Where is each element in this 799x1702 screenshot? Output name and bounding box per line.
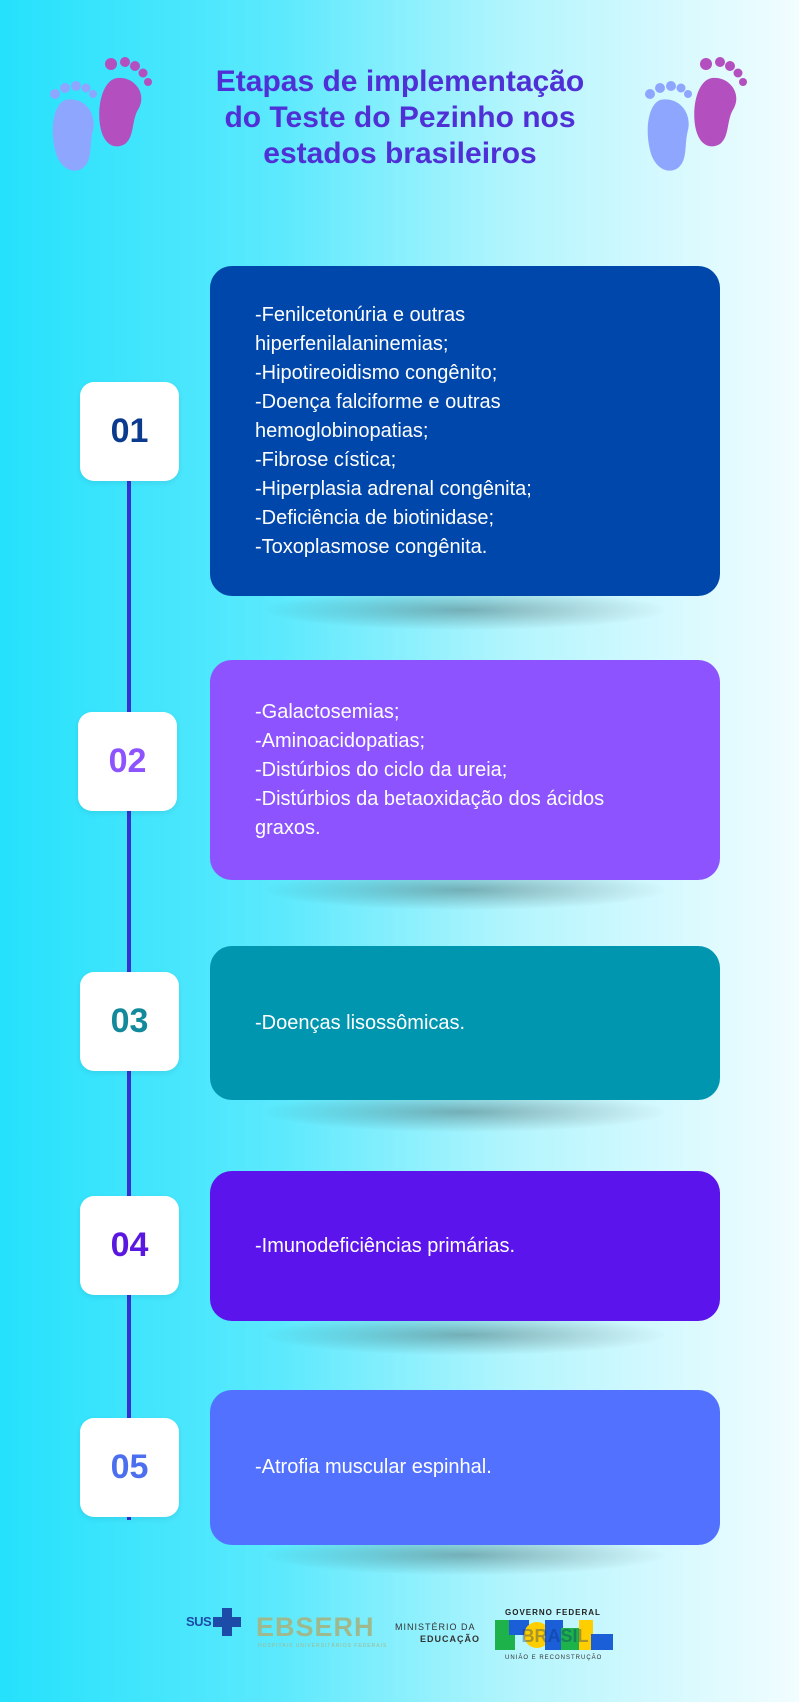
stage-number: 05: [110, 1448, 149, 1486]
stage-card: [210, 1171, 720, 1321]
stage-item: -Fenilcetonúria e outras: [255, 303, 466, 326]
stage-card: [210, 1390, 720, 1545]
card-shadow: [265, 590, 665, 630]
stage-number-box: [80, 1196, 179, 1295]
educacao-label: EDUCAÇÃO: [420, 1634, 481, 1644]
ebserh-subtitle: HOSPITAIS UNIVERSITÁRIOS FEDERAIS: [258, 1643, 388, 1649]
page-title: [180, 64, 620, 172]
uniao-label: UNIÃO E RECONSTRUÇÃO: [505, 1655, 603, 1661]
stage-number: 02: [108, 742, 147, 780]
ministerio-label: MINISTÉRIO DA: [395, 1622, 476, 1632]
stage-item: -Doenças lisossômicas.: [255, 1011, 466, 1034]
stage-item: -Imunodeficiências primárias.: [255, 1234, 516, 1257]
brasil-text: BRASIL: [521, 1626, 589, 1646]
stage-item: -Hipotireoidismo congênito;: [255, 361, 498, 384]
governo-federal-label: GOVERNO FEDERAL: [505, 1608, 601, 1617]
baby-feet-icon: [640, 50, 760, 180]
stage-number: 04: [110, 1226, 149, 1264]
ebserh-logo: EBSERH: [256, 1612, 375, 1642]
stage-card: [210, 946, 720, 1100]
stage-number-box: [80, 382, 179, 481]
stage-number-box: [80, 972, 179, 1071]
stage-number-box: [78, 712, 177, 811]
sus-logo: SUS: [186, 1614, 212, 1629]
stage-item: -Deficiência de biotinidase;: [255, 506, 495, 529]
stage-item: -Fibrose cística;: [255, 448, 397, 471]
stage-item: -Doença falciforme e outras: [255, 390, 501, 413]
brasil-logo: [495, 1618, 615, 1652]
stage-item: hemoglobinopatias;: [255, 419, 429, 442]
title-line: Etapas de implementação: [215, 65, 585, 98]
stage-item: -Atrofia muscular espinhal.: [255, 1456, 492, 1478]
baby-feet-icon: [45, 50, 165, 180]
stage-number: 03: [110, 1002, 149, 1040]
stage-number-box: [80, 1418, 179, 1517]
stage-item: -Toxoplasmose congênita.: [255, 535, 488, 558]
footer-logos: [0, 1600, 799, 1670]
stage-item: -Aminoacidopatias;: [255, 729, 426, 752]
stage-item: -Galactosemias;: [255, 700, 400, 723]
stage-card: [210, 660, 720, 880]
title-line: do Teste do Pezinho nos: [224, 101, 576, 134]
stage-item: -Distúrbios da betaoxidação dos ácidos: [255, 787, 605, 810]
stage-number: 01: [110, 412, 149, 450]
card-shadow: [265, 1315, 665, 1355]
stage-item: graxos.: [255, 816, 321, 839]
stage-card: [210, 266, 720, 596]
stage-item: -Hiperplasia adrenal congênita;: [255, 477, 532, 500]
sus-cross-icon: [213, 1608, 241, 1636]
stage-item: hiperfenilalaninemias;: [255, 332, 449, 355]
title-line: estados brasileiros: [263, 137, 537, 170]
stage-item: -Distúrbios do ciclo da ureia;: [255, 758, 508, 781]
